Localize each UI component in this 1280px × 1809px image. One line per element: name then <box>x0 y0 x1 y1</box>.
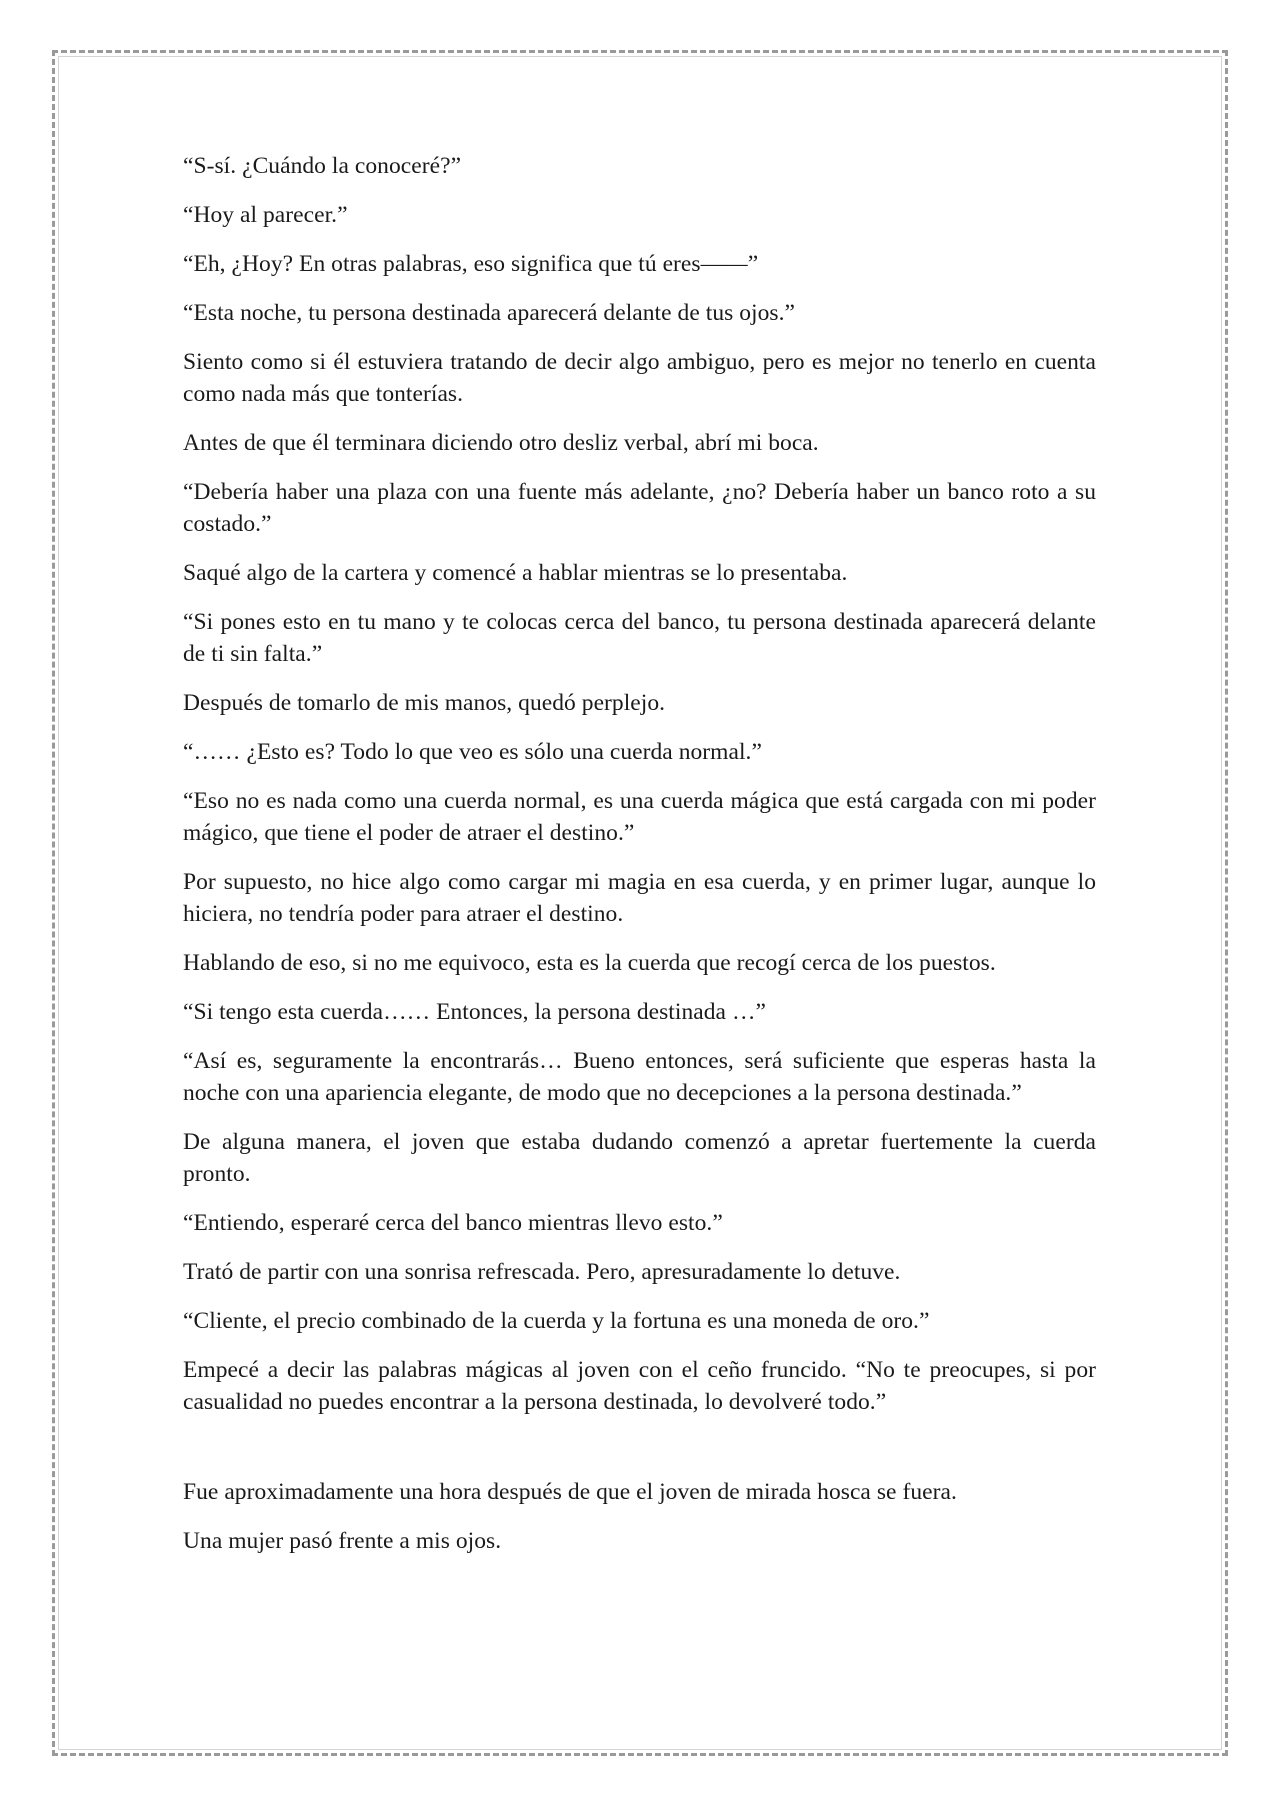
document-body <box>183 150 1096 1574</box>
paragraph: “…… ¿Esto es? Todo lo que veo es sólo una cuerda normal.” <box>183 739 762 765</box>
paragraph: Siento como si él estuviera tratando de decir algo ambiguo, pero es mejor no tenerlo en cuenta como nada más que tonterías. <box>183 349 1096 407</box>
paragraph: Trató de partir con una sonrisa refrescada. Pero, apresuradamente lo detuve. <box>183 1259 901 1285</box>
paragraph: “Cliente, el precio combinado de la cuerda y la fortuna es una moneda de oro.” <box>183 1308 930 1334</box>
paragraph: “Hoy al parecer.” <box>183 202 348 228</box>
paragraph: Por supuesto, no hice algo como cargar mi magia en esa cuerda, y en primer lugar, aunque lo hiciera, no tendría poder para atraer el destino. <box>183 869 1096 927</box>
paragraph: Hablando de eso, si no me equivoco, esta es la cuerda que recogí cerca de los puestos. <box>183 950 996 976</box>
paragraph: Una mujer pasó frente a mis ojos. <box>183 1528 502 1554</box>
paragraph: Después de tomarlo de mis manos, quedó perplejo. <box>183 690 666 716</box>
paragraph: “Así es, seguramente la encontrarás… Bueno entonces, será suficiente que esperas hasta la noche con una apariencia elegante, de modo que no decepciones a la persona destinada.” <box>183 1048 1096 1106</box>
paragraph: “Eso no es nada como una cuerda normal, es una cuerda mágica que está cargada con mi poder mágico, que tiene el poder de atraer el destino.” <box>183 788 1096 846</box>
paragraph: Fue aproximadamente una hora después de que el joven de mirada hosca se fuera. <box>183 1479 957 1505</box>
paragraph: “S-sí. ¿Cuándo la conoceré?” <box>183 153 462 179</box>
paragraph: Empecé a decir las palabras mágicas al joven con el ceño fruncido. “No te preocupes, si por casualidad no puedes encontrar a la persona destinada, lo devolveré todo.” <box>183 1357 1096 1415</box>
paragraph: Saqué algo de la cartera y comencé a hablar mientras se lo presentaba. <box>183 560 848 586</box>
paragraph: “Esta noche, tu persona destinada aparecerá delante de tus ojos.” <box>183 300 796 326</box>
paragraph: “Entiendo, esperaré cerca del banco mientras llevo esto.” <box>183 1210 723 1236</box>
paragraph: Antes de que él terminara diciendo otro desliz verbal, abrí mi boca. <box>183 430 819 456</box>
paragraph: “Debería haber una plaza con una fuente más adelante, ¿no? Debería haber un banco roto a su costado.” <box>183 479 1096 537</box>
paragraph: “Si pones esto en tu mano y te colocas cerca del banco, tu persona destinada aparecerá delante de ti sin falta.” <box>183 609 1096 667</box>
paragraph: “Eh, ¿Hoy? En otras palabras, eso significa que tú eres——” <box>183 251 759 277</box>
paragraph: “Si tengo esta cuerda…… Entonces, la persona destinada …” <box>183 999 766 1025</box>
paragraph: De alguna manera, el joven que estaba dudando comenzó a apretar fuertemente la cuerda pronto. <box>183 1129 1096 1187</box>
scene-break <box>183 1435 1096 1476</box>
